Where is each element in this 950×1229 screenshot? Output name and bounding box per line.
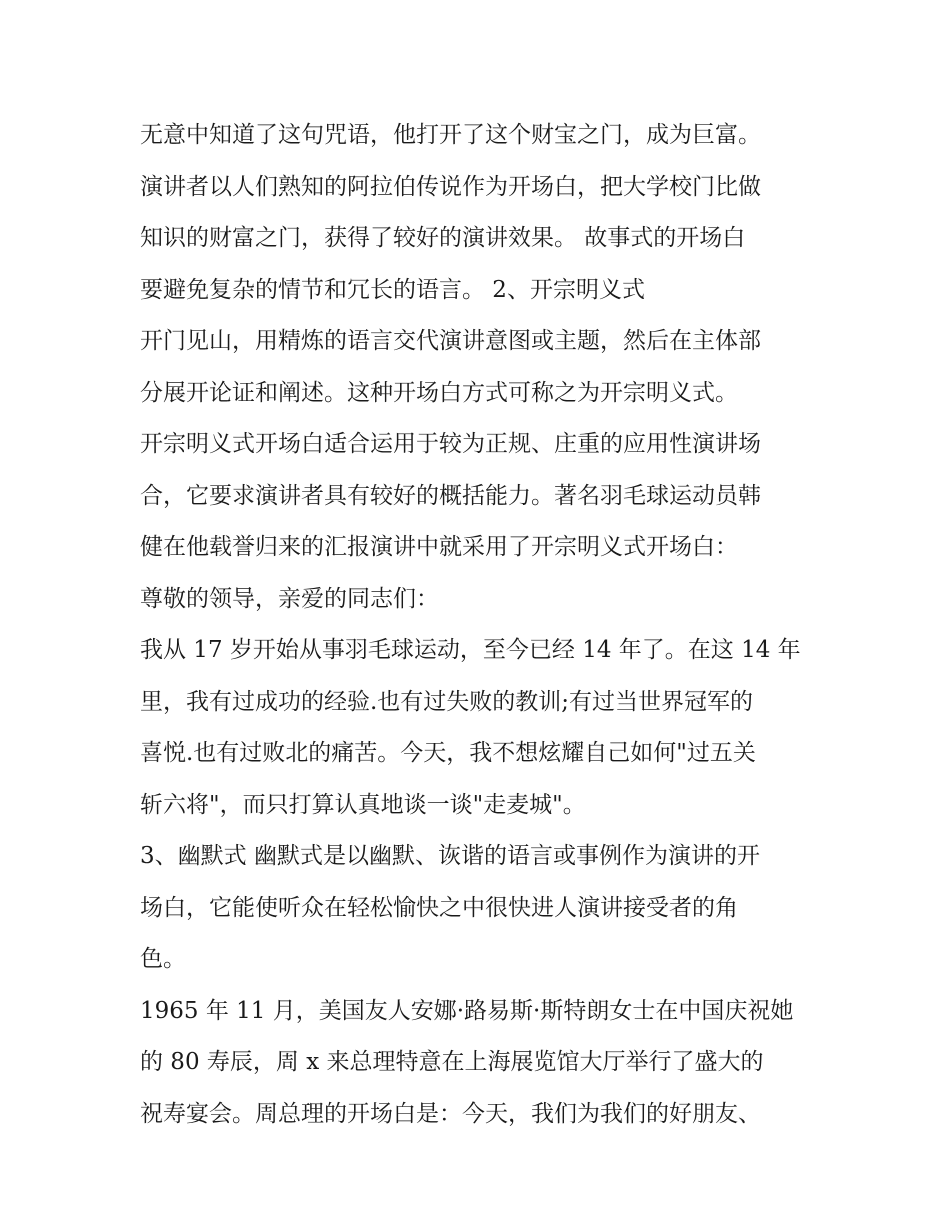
text-line: 知识的财富之门，获得了较好的演讲效果。 故事式的开场白	[140, 225, 746, 251]
text-line: 里，我有过成功的经验.也有过失败的教训;有过当世界冠军的	[140, 688, 754, 715]
text-line: 开宗明义式开场白适合运用于较为正规、庄重的应用性演讲场	[140, 431, 761, 457]
text-line: 喜悦.也有过败北的痛苦。今天，我不想炫耀自己如何"过五关	[140, 740, 756, 766]
text-line: 分展开论证和阐述。这种开场白方式可称之为开宗明义式。	[140, 379, 738, 406]
text-line: 我从 17 岁开始从事羽毛球运动，至今已经 14 年了。在这 14 年	[140, 637, 801, 663]
text-line: 1965 年 11 月，美国友人安娜·路易斯·斯特朗女士在中国庆祝她	[140, 997, 794, 1024]
text-line: 场白，它能使听众在轻松愉快之中很快进人演讲接受者的角	[140, 894, 738, 921]
text-line: 要避免复杂的情节和冗长的语言。 2、开宗明义式	[140, 276, 645, 303]
text-line: 开门见山，用精炼的语言交代演讲意图或主题，然后在主体部	[140, 328, 761, 354]
text-line: 祝寿宴会。周总理的开场白是：今天，我们为我们的好朋友、	[140, 1100, 761, 1127]
text-line: 健在他载誉归来的汇报演讲中就采用了开宗明义式开场白：	[140, 534, 738, 560]
text-line: 斩六将"，而只打算认真地谈一谈"走麦城"。	[140, 791, 586, 818]
text-line: 合，它要求演讲者具有较好的概括能力。著名羽毛球运动员韩	[140, 482, 761, 509]
text-line: 无意中知道了这句咒语，他打开了这个财宝之门，成为巨富。	[140, 122, 761, 148]
document-body	[140, 110, 820, 1140]
text-line: 色。	[140, 946, 186, 972]
text-line: 演讲者以人们熟知的阿拉伯传说作为开场白，把大学校门比做	[140, 173, 761, 200]
text-line: 尊敬的领导，亲爱的同志们：	[140, 585, 439, 612]
text-line: 的 80 寿辰，周 x 来总理特意在上海展览馆大厅举行了盛大的	[140, 1049, 764, 1075]
text-line: 3、幽默式 幽默式是以幽默、诙谐的语言或事例作为演讲的开	[140, 843, 760, 869]
